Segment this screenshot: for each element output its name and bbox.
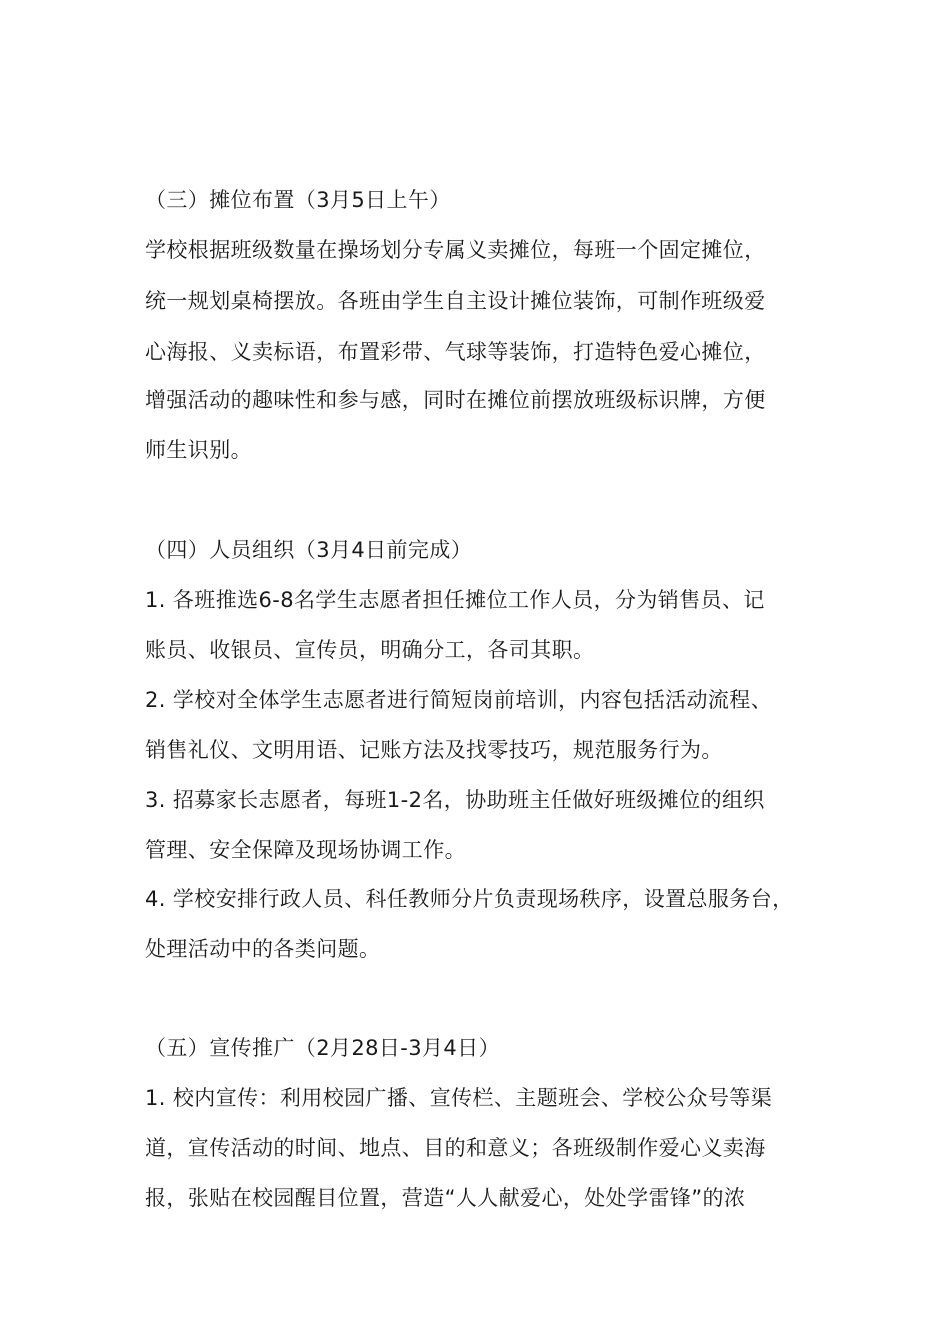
section-heading-4: （四）人员组织（3月4日前完成）	[145, 538, 473, 562]
list-item-line: 3. 招募家长志愿者，每班1-2名，协助班主任做好班级摊位的组织	[145, 788, 765, 812]
paragraph-line: 师生识别。	[145, 438, 252, 462]
list-item-line: 1. 校内宣传：利用校园广播、宣传栏、主题班会、学校公众号等渠	[145, 1086, 773, 1110]
section-heading-5: （五）宣传推广（2月28日-3月4日）	[145, 1036, 500, 1060]
list-item-line: 1. 各班推选6-8名学生志愿者担任摊位工作人员，分为销售员、记	[145, 588, 765, 612]
list-item-line: 报，张贴在校园醒目位置，营造“人人献爱心，处处学雷锋”的浓	[145, 1186, 746, 1210]
list-item-line: 处理活动中的各类问题。	[145, 937, 381, 961]
list-item-line: 账员、收银员、宣传员，明确分工，各司其职。	[145, 638, 595, 662]
list-item-line: 销售礼仪、文明用语、记账方法及找零技巧，规范服务行为。	[145, 738, 723, 762]
list-item-line: 2. 学校对全体学生志愿者进行简短岗前培训，内容包括活动流程、	[145, 688, 773, 712]
paragraph-line: 心海报、义卖标语，布置彩带、气球等装饰，打造特色爱心摊位，	[145, 340, 766, 364]
list-item-line: 道，宣传活动的时间、地点、目的和意义；各班级制作爱心义卖海	[145, 1136, 766, 1160]
paragraph-line: 增强活动的趣味性和参与感，同时在摊位前摆放班级标识牌，方便	[145, 388, 766, 412]
section-heading-3: （三）摊位布置（3月5日上午）	[145, 188, 451, 212]
list-item-line: 管理、安全保障及现场协调工作。	[145, 838, 466, 862]
list-item-line: 4. 学校安排行政人员、科任教师分片负责现场秩序，设置总服务台，	[145, 887, 794, 911]
paragraph-line: 学校根据班级数量在操场划分专属义卖摊位，每班一个固定摊位，	[145, 238, 766, 262]
paragraph-line: 统一规划桌椅摆放。各班由学生自主设计摊位装饰，可制作班级爱	[145, 289, 766, 313]
